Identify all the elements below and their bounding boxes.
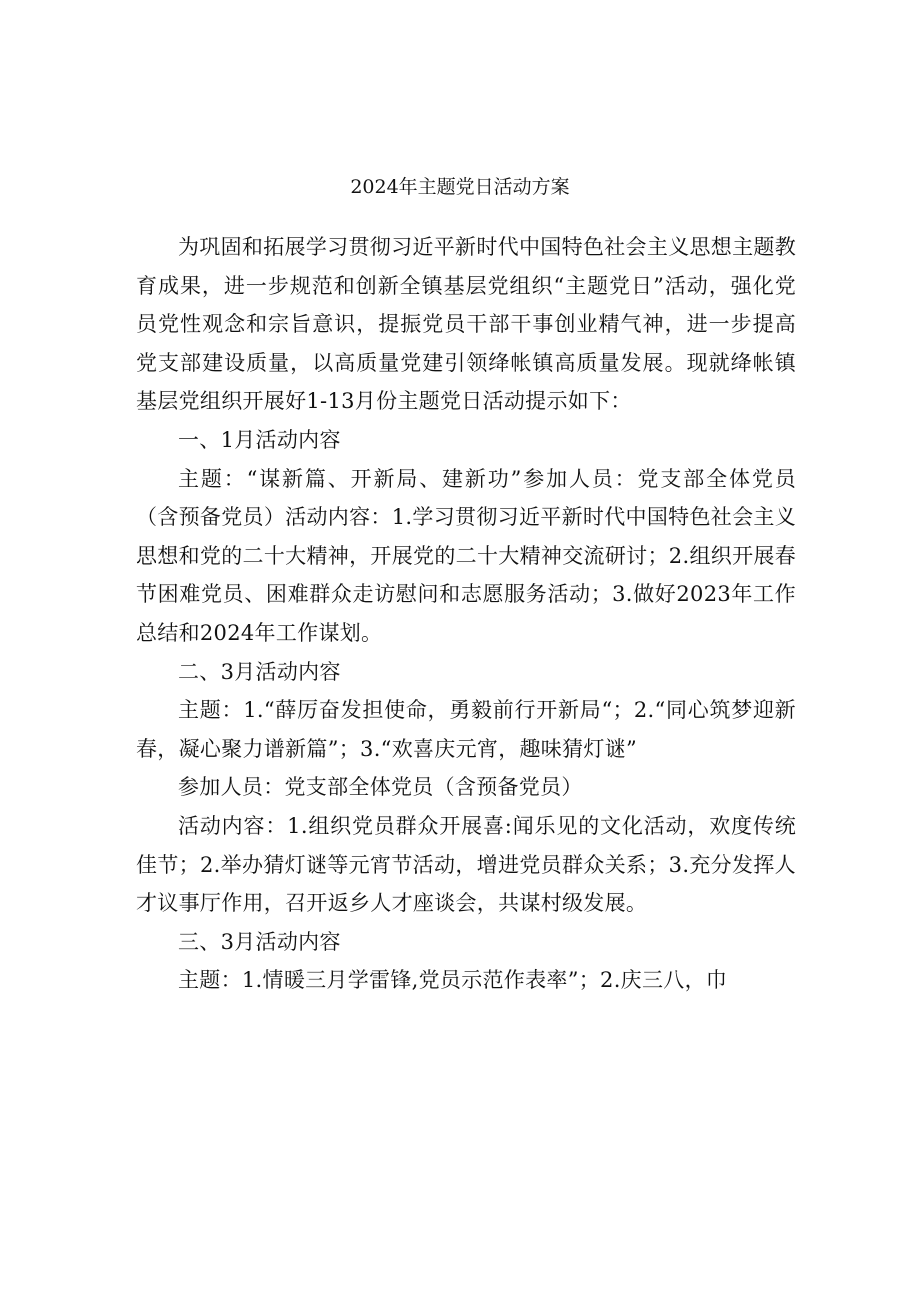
section-heading-march-2: 三、3月活动内容 <box>178 929 341 954</box>
document-body <box>136 228 796 1000</box>
march-2-theme-paragraph: 主题：1.情暖三月学雷锋,党员示范作表率”；2.庆三八，巾 <box>178 968 728 993</box>
document-title: 2024年主题党日活动方案 <box>350 176 570 198</box>
section-heading-january: 一、1月活动内容 <box>178 427 341 452</box>
march-activities-paragraph: 活动内容：1.组织党员群众开展喜:闻乐见的文化活动，欢度传统佳节；2.举办猜灯谜等元宵节活动，增进党员群众关系；3.充分发挥人才议事厅作用，召开返乡人才座谈会，共谋村级发展。 <box>136 813 796 916</box>
march-participants-paragraph: 参加人员：党支部全体党员（含预备党员） <box>178 775 583 800</box>
march-theme-paragraph: 主题：1.“薛厉奋发担使命，勇毅前行开新局“；2.“同心筑梦迎新春，凝心聚力谱新篇”；3.“欢喜庆元宵，趣味猜灯谜” <box>136 698 796 761</box>
intro-paragraph: 为巩固和拓展学习贯彻习近平新时代中国特色社会主义思想主题教育成果，进一步规范和创新全镇基层党组织“主题党日”活动，强化党员党性观念和宗旨意识，提振党员干部干事创业精气神，进一步提高党支部建设质量，以高质量党建引领绛帐镇高质量发展。现就绛帐镇基层党组织开展好1-13月份主题党日活动提示如下： <box>136 235 796 414</box>
january-content-paragraph: 主题：“谋新篇、开新局、建新功”参加人员：党支部全体党员（含预备党员）活动内容：1.学习贯彻习近平新时代中国特色社会主义思想和党的二十大精神，开展党的二十大精神交流研讨；2.组织开展春节困难党员、困难群众走访慰问和志愿服务活动；3.做好2023年工作总结和2024年工作谋划。 <box>136 466 796 645</box>
section-heading-march-1: 二、3月活动内容 <box>178 659 341 684</box>
